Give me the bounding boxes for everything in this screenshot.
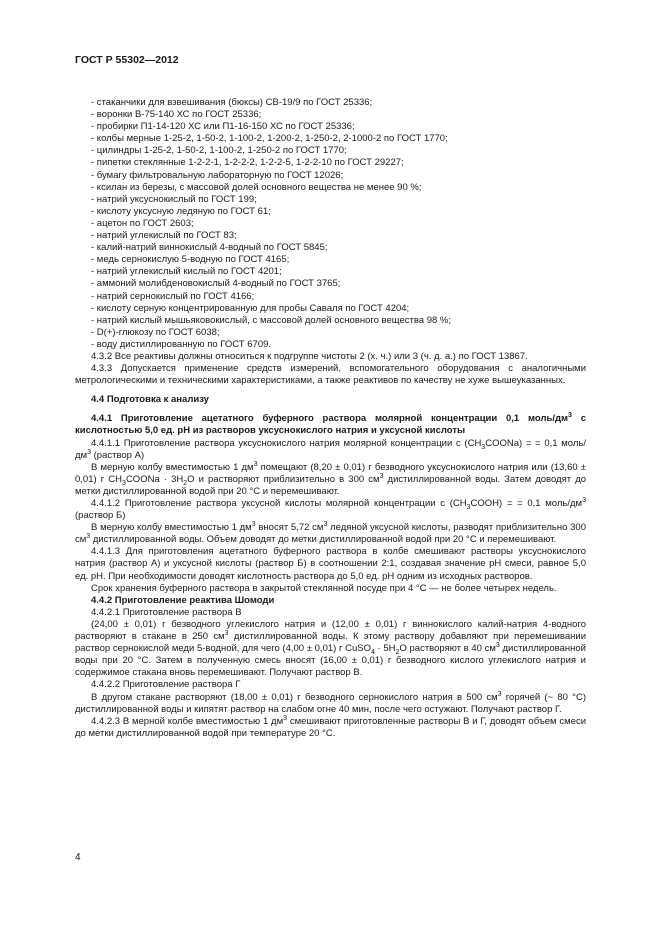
list-item: - воронки В-75-140 ХС по ГОСТ 25336; bbox=[91, 109, 262, 121]
clause-4-4-1-1-body: В мерную колбу вместимостью 1 $дм^3$ помещают (8,20 ± 0,01) г безводного уксуснокислого натрия или (13,60 ± 0,01) г $CH_3COONa \cdot 3H_2O$ и растворяют приблизительно в 300 $см^3$ дистиллированной воды. Затем доводят до метки дистиллированной водой при 20 °С и перемешивают. bbox=[75, 460, 587, 497]
clause-4-4-2-1: 4.4.2.1 Приготовление раствора В bbox=[91, 606, 242, 618]
list-item: - кислоту серную концентрированную для пробы Саваля по ГОСТ 4204; bbox=[91, 302, 410, 314]
list-item: - натрий углекислый кислый по ГОСТ 4201; bbox=[91, 266, 282, 278]
section-heading-4-4: 4.4 Подготовка к анализу bbox=[91, 394, 209, 406]
clause-4-4-1-3: 4.4.1.3 Для приготовления ацетатного буферного раствора в колбе смешивают растворы уксуснокислого натрия (раствор А) и уксусной кислоты (раствор Б) в соотношении 2:1, создавая значение pH смеси, равное 5,0 ед. pH. При необходимости доводят кислотность раствора до 5,0 ед. pH одним из исходных растворов. bbox=[75, 546, 586, 582]
clause-4-4-1-1: 4.4.1.1 Приготовление раствора уксуснокислого натрия молярной концентрации c $(CH_3COONa)$ = = 0,1 моль/$дм^3$ (раствор А) bbox=[75, 437, 586, 461]
page-number: 4 bbox=[75, 852, 81, 863]
list-item: - воду дистиллированную по ГОСТ 6709. bbox=[91, 338, 272, 350]
clause-4-4-2-3: 4.4.2.3 В мерной колбе вместимостью 1 $дм^3$ смешивают приготовленные растворы В и Г, доводят объем смеси до метки дистиллированной водой при температуре 20 °С. bbox=[75, 714, 587, 739]
clause-4-4-2-2: 4.4.2.2 Приготовление раствора Г bbox=[91, 679, 241, 691]
list-item: - калий-натрий виннокислый 4-водный по ГОСТ 5845; bbox=[91, 242, 328, 254]
list-item: - стаканчики для взвешивания (бюксы) СВ-19/9 по ГОСТ 25336; bbox=[91, 97, 373, 108]
list-item: - D(+)-глюкозу по ГОСТ 6038; bbox=[91, 326, 220, 338]
list-item: - колбы мерные 1-25-2, 1-50-2, 1-100-2, 1-200-2, 1-250-2, 2-1000-2 по ГОСТ 1770; bbox=[91, 133, 448, 145]
list-item: - ксилан из березы, с массовой долей основного вещества не менее 90 %; bbox=[91, 181, 422, 193]
list-item: - кислоту уксусную ледяную по ГОСТ 61; bbox=[91, 205, 271, 217]
list-item: - бумагу фильтровальную лабораторную по ГОСТ 12026; bbox=[91, 169, 344, 181]
list-item: - пробирки П1-14-120 ХС или П1-16-150 ХС по ГОСТ 25336; bbox=[91, 121, 355, 133]
clause-4-4-2-2-body: В другом стакане растворяют (18,00 ± 0,01) г безводного сернокислого натрия в 500 $см^3$ горячей (~ 80 °С) дистиллированной воды и кипятят раствор на слабом огне 40 мин, после чего остужают. Получают раствор Г. bbox=[75, 690, 587, 715]
storage-note: Срок хранения буферного раствора в закрытой стеклянной посуде при 4 °С — не более четырех недель. bbox=[91, 582, 557, 594]
list-item: - натрий углекислый по ГОСТ 83; bbox=[91, 230, 237, 242]
clause-4-4-1-2: 4.4.1.2 Приготовление раствора уксусной кислоты молярной концентрации c $(CH_3COOH)$ = = 0,1 моль/$дм^3$ (раствор Б) bbox=[75, 496, 586, 522]
list-item: - натрий кислый мышьяковокислый, с массовой долей основного вещества 98 %; bbox=[91, 314, 452, 326]
subsection-heading-4-4-1: 4.4.1 Приготовление ацетатного буферного раствора молярной концентрации 0,1 моль/$дм^3$ с кислотностью 5,0 ед. pH из растворов уксуснокислого натрия и уксусной кислоты bbox=[75, 412, 586, 437]
list-item: - пипетки стеклянные 1-2-2-1, 1-2-2-2, 1-2-2-5, 1-2-2-10 по ГОСТ 29227; bbox=[91, 157, 404, 169]
standard-code-header: ГОСТ Р 55302—2012 bbox=[75, 54, 179, 66]
list-item: - ацетон по ГОСТ 2603; bbox=[91, 217, 194, 229]
list-item: - медь сернокислую 5-водную по ГОСТ 4165; bbox=[91, 254, 290, 266]
list-item: - цилиндры 1-25-2, 1-50-2, 1-100-2, 1-250-2 по ГОСТ 1770; bbox=[91, 145, 347, 157]
clause-4-4-1-2-body: В мерную колбу вместимостью 1 $дм^3$ вносят 5,72 $см^3$ ледяной уксусной кислоты, разводят приблизительно 300 $см^3$ дистиллированной воды. Объем доводят до метки дистиллированной водой при 20 °С и перемешивают. bbox=[75, 521, 586, 546]
clause-4-3-3: 4.3.3 Допускается применение средств измерений, вспомогательного оборудования с аналогичными метрологическими и техническими характеристиками, а также реактивов по качеству не хуже вышеуказанных. bbox=[75, 363, 586, 387]
list-item: - натрий сернокислый по ГОСТ 4166; bbox=[91, 290, 255, 302]
clause-4-4-2-1-body: (24,00 ± 0,01) г безводного углекислого натрия и (12,00 ± 0,01) г виннокислого калий-натрия 4-водного растворяют в стакане в 250 $см^3$ дистиллированной воды. К этому раствору добавляют при перемешивании раствор сернокислой меди 5-водной, для чего (4,00 ± 0,01) г CuSO$_4$ · $5H_2O$ растворяют в 40 $см^3$ дистиллированной воды при 20 °С. Затем в полученную смесь вносят (16,00 ± 0,01) г безводного кислого углекислого натрия и содержимое стакана вновь перемешивают. Получают раствор В. bbox=[75, 618, 586, 679]
subsection-heading-4-4-2: 4.4.2 Приготовление реактива Шомоди bbox=[91, 594, 275, 606]
document-body bbox=[75, 97, 586, 740]
list-item: - аммоний молибденовокислый 4-водный по ГОСТ 3765; bbox=[91, 278, 341, 290]
clause-4-3-2: 4.3.2 Все реактивы должны относиться к подгруппе чистоты 2 (х. ч.) или 3 (ч. д. а.) по ГОСТ 13867. bbox=[91, 350, 528, 362]
list-item: - натрий уксуснокислый по ГОСТ 199; bbox=[91, 193, 257, 205]
